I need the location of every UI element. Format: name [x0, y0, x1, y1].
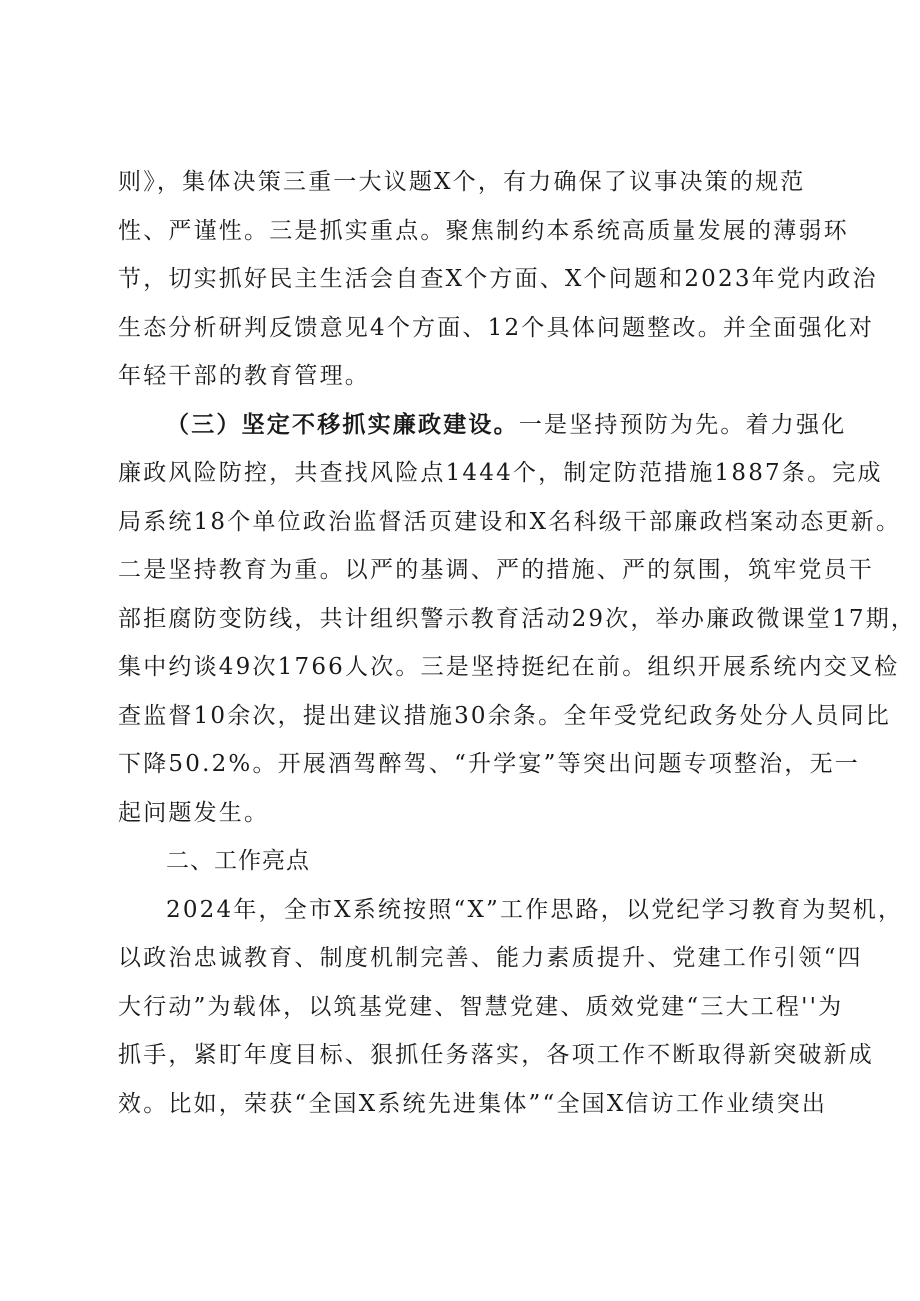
- text-line: 抓手，紧盯年度目标、狠抓任务落实，各项工作不断取得新突破新成: [118, 1042, 874, 1068]
- text-line: 性、严谨性。三是抓实重点。聚焦制约本系统高质量发展的薄弱环: [118, 217, 849, 244]
- text-line: 查监督10余次，提出建议措施30余条。全年受党纪政务处分人员同比: [118, 702, 891, 729]
- text-line: [118, 401, 847, 450]
- text-line: 年轻干部的教育管理。: [118, 363, 370, 389]
- text-line: 下降50.2%。开展酒驾醉驾、“升学宴”等突出问题专项整治，无一: [118, 751, 860, 777]
- text-line: 生态分析研判反馈意见4个方面、12个具体问题整改。并全面强化对: [118, 314, 875, 341]
- paragraph-decision-rules: [118, 158, 878, 401]
- paragraph-clean-governance: [118, 401, 917, 838]
- text-line: 起问题发生。: [118, 799, 270, 826]
- document-page: [118, 158, 917, 1128]
- paragraph-highlights: [118, 886, 904, 1129]
- text-line: 2024年，全市X系统按照“X”工作思路，以党纪学习教育为契机，: [166, 896, 904, 923]
- text-line: 二是坚持教育为重。以严的基调、严的措施、严的氛围，筑牢党员干: [118, 557, 874, 583]
- text-run: 一是坚持预防为先。着力强化: [518, 411, 847, 438]
- text-line: 效。比如，荣获“全国X系统先进集体”“全国X信访工作业绩突出: [118, 1090, 828, 1117]
- text-line: 廉政风险防控，共查找风险点1444个，制定防范措施1887条。完成: [118, 460, 883, 486]
- section-subheading: （三）坚定不移抓实廉政建设。: [166, 410, 519, 438]
- section-heading: 二、工作亮点: [166, 848, 310, 874]
- text-line: 节，切实抓好民主生活会自查X个方面、X个问题和2023年党内政治: [118, 266, 878, 292]
- text-line: 集中约谈49次1766人次。三是坚持挺纪在前。组织开展系统内交叉检: [118, 654, 900, 680]
- text-line: 局系统18个单位政治监督活页建设和X名科级干部廉政档案动态更新。: [118, 508, 902, 535]
- text-line: 部拒腐防变防线，共计组织警示教育活动29次，举办廉政微课堂17期，: [118, 605, 917, 632]
- text-line: 以政治忠诚教育、制度机制完善、能力素质提升、党建工作引领“四: [118, 945, 863, 971]
- text-line: 则》，集体决策三重一大议题X个，有力确保了议事决策的规范: [118, 169, 806, 195]
- text-line: 大行动”为载体，以筑基党建、智慧党建、质效党建“三大工程''为: [118, 993, 844, 1020]
